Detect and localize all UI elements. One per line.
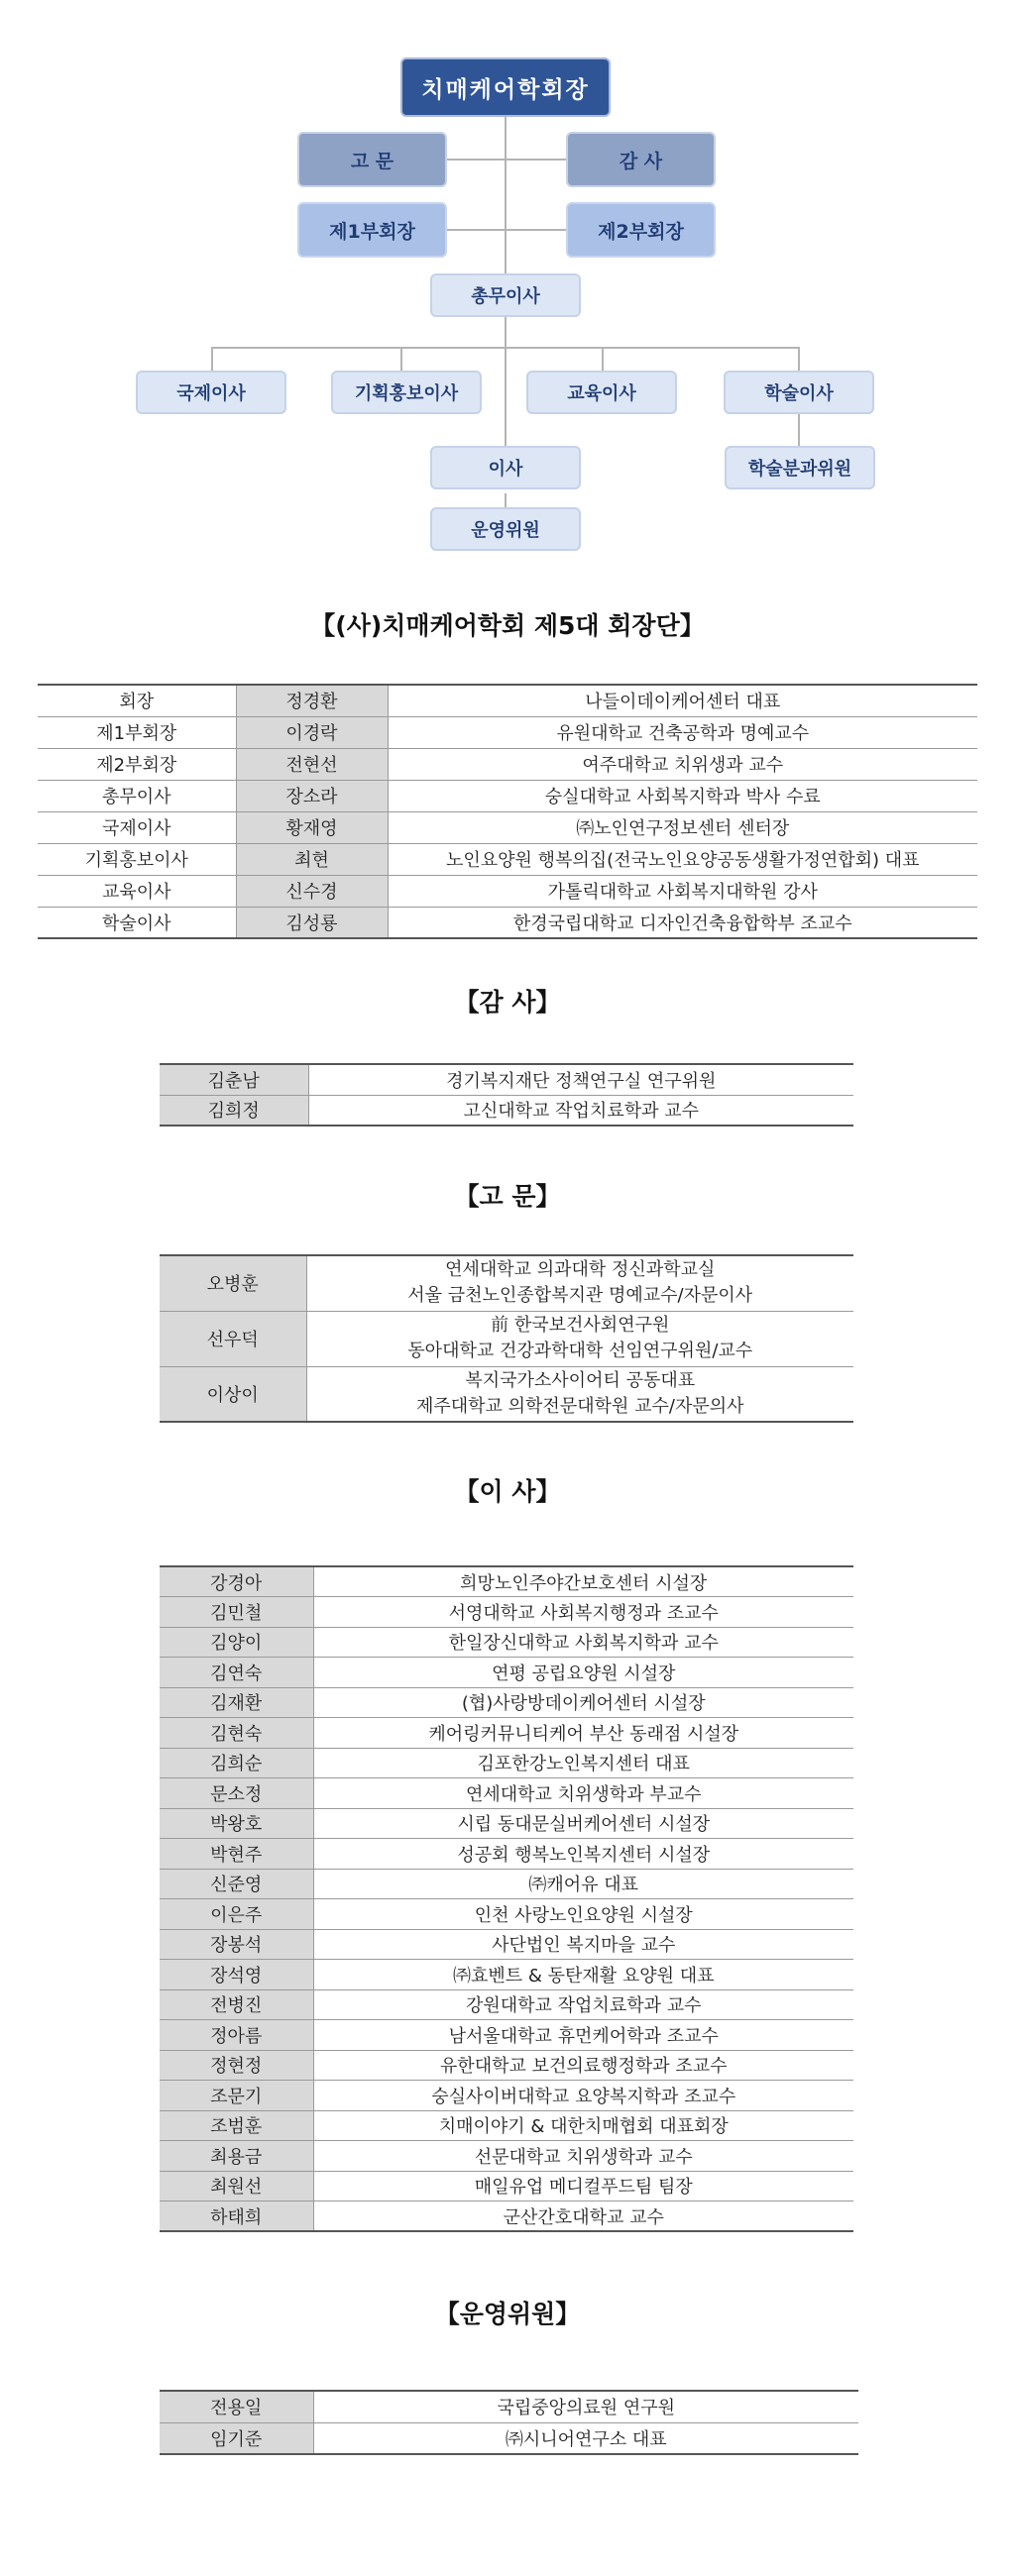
table-row bbox=[160, 2391, 858, 2422]
board-role-cell: 회장 bbox=[38, 685, 236, 716]
directors-desc-cell: 연세대학교 치위생학과 부교수 bbox=[313, 1778, 853, 1809]
table-row bbox=[160, 2050, 853, 2081]
board-name-cell: 김성룡 bbox=[236, 907, 388, 938]
table-row bbox=[160, 2110, 853, 2141]
auditors-name-cell: 김춘남 bbox=[160, 1064, 308, 1095]
committee-name-cell: 임기준 bbox=[160, 2422, 313, 2454]
table-row bbox=[160, 1869, 853, 1899]
connector-line bbox=[505, 493, 507, 507]
directors-desc-cell: 희망노인주야간보호센터 시설장 bbox=[313, 1566, 853, 1597]
board-role-cell: 총무이사 bbox=[38, 780, 236, 811]
board-heading: 【(사)치매케어학회 제5대 회장단】 bbox=[310, 611, 705, 640]
auditors-desc-cell: 고신대학교 작업치료학과 교수 bbox=[308, 1095, 853, 1126]
directors-name-cell: 강경아 bbox=[160, 1566, 313, 1597]
board-desc-cell: 숭실대학교 사회복지학과 박사 수료 bbox=[388, 780, 977, 811]
directors-desc-cell: 서영대학교 사회복지행정과 조교수 bbox=[313, 1597, 853, 1628]
directors-name-cell: 정아름 bbox=[160, 2020, 313, 2051]
table-row bbox=[38, 811, 977, 843]
board-role-cell: 제1부회장 bbox=[38, 716, 236, 748]
table-row bbox=[160, 2171, 853, 2201]
auditors-name-cell: 김희정 bbox=[160, 1095, 308, 1126]
table-row bbox=[160, 1255, 853, 1311]
org-vp1-box: 제1부회장 bbox=[297, 202, 447, 258]
committee-table bbox=[160, 2390, 858, 2455]
directors-name-cell: 박왕호 bbox=[160, 1808, 313, 1839]
table-row bbox=[160, 1597, 853, 1628]
table-row bbox=[38, 907, 977, 938]
org-academic-box: 학술이사 bbox=[724, 371, 874, 414]
board-name-cell: 이경락 bbox=[236, 716, 388, 748]
advisor-desc-line1: 연세대학교 의과대학 정신과학교실 bbox=[445, 1259, 716, 1281]
board-name-cell: 전현선 bbox=[236, 748, 388, 780]
directors-name-cell: 조문기 bbox=[160, 2081, 313, 2111]
board-role-cell: 기획홍보이사 bbox=[38, 843, 236, 875]
directors-name-cell: 김재환 bbox=[160, 1687, 313, 1718]
directors-name-cell: 박현주 bbox=[160, 1839, 313, 1870]
directors-desc-cell: 사단법인 복지마을 교수 bbox=[313, 1929, 853, 1960]
directors-name-cell: 장봉석 bbox=[160, 1929, 313, 1960]
org-director-box: 이사 bbox=[430, 446, 581, 489]
directors-name-cell: 김연숙 bbox=[160, 1658, 313, 1688]
directors-desc-cell: 매일유업 메디컬푸드팀 팀장 bbox=[313, 2171, 853, 2201]
table-row bbox=[160, 1687, 853, 1718]
org-international-box: 국제이사 bbox=[136, 371, 286, 414]
auditors-desc-cell: 경기복지재단 정책연구실 연구위원 bbox=[308, 1064, 853, 1095]
advisor-name-cell: 오병훈 bbox=[160, 1255, 306, 1311]
table-row bbox=[160, 1718, 853, 1749]
org-president-box: 치매케어학회장 bbox=[400, 57, 611, 117]
table-row bbox=[160, 1899, 853, 1930]
board-name-cell: 최현 bbox=[236, 843, 388, 875]
directors-desc-cell: 유한대학교 보건의료행정학과 조교수 bbox=[313, 2050, 853, 2081]
connector-line bbox=[211, 347, 800, 349]
directors-desc-cell: 숭실사이버대학교 요양복지학과 조교수 bbox=[313, 2081, 853, 2111]
committee-heading: 【운영위원】 bbox=[434, 2300, 581, 2328]
table-row bbox=[160, 2020, 853, 2051]
table-row bbox=[160, 1311, 853, 1366]
directors-table bbox=[160, 1565, 853, 2232]
org-education-box: 교육이사 bbox=[526, 371, 677, 414]
org-vp2-box: 제2부회장 bbox=[566, 202, 716, 258]
directors-name-cell: 신준영 bbox=[160, 1869, 313, 1899]
connector-line bbox=[211, 347, 213, 371]
advisor-name-cell: 선우덕 bbox=[160, 1311, 306, 1366]
board-role-cell: 학술이사 bbox=[38, 907, 236, 938]
table-row bbox=[160, 1989, 853, 2020]
auditors-table bbox=[160, 1063, 853, 1127]
advisor-desc-cell bbox=[306, 1255, 853, 1311]
committee-desc-cell: ㈜시니어연구소 대표 bbox=[313, 2422, 858, 2454]
directors-name-cell: 문소정 bbox=[160, 1778, 313, 1809]
directors-desc-cell: 케어링커뮤니티케어 부산 동래점 시설장 bbox=[313, 1718, 853, 1749]
org-chart bbox=[0, 0, 1015, 565]
table-row bbox=[160, 1566, 853, 1597]
board-name-cell: 정경환 bbox=[236, 685, 388, 716]
directors-name-cell: 조범훈 bbox=[160, 2110, 313, 2141]
board-role-cell: 제2부회장 bbox=[38, 748, 236, 780]
table-row bbox=[160, 1658, 853, 1688]
org-advisor-box: 고 문 bbox=[297, 132, 447, 187]
board-desc-cell: ㈜노인연구정보센터 센터장 bbox=[388, 811, 977, 843]
table-row bbox=[160, 1748, 853, 1778]
directors-desc-cell: ㈜캐어유 대표 bbox=[313, 1869, 853, 1899]
org-steering-box: 운영위원 bbox=[430, 507, 581, 551]
board-desc-cell: 여주대학교 치위생과 교수 bbox=[388, 748, 977, 780]
table-row bbox=[160, 2081, 853, 2111]
table-row bbox=[160, 1095, 853, 1126]
directors-desc-cell: 연평 공립요양원 시설장 bbox=[313, 1658, 853, 1688]
directors-heading: 【이 사】 bbox=[454, 1477, 561, 1506]
org-auditor-box: 감 사 bbox=[566, 132, 716, 187]
org-general-box: 총무이사 bbox=[430, 273, 581, 317]
board-desc-cell: 가톨릭대학교 사회복지대학원 강사 bbox=[388, 875, 977, 907]
connector-line bbox=[505, 117, 507, 273]
directors-name-cell: 이은주 bbox=[160, 1899, 313, 1930]
advisor-desc-cell bbox=[306, 1311, 853, 1366]
connector-line bbox=[447, 229, 566, 231]
directors-name-cell: 최용금 bbox=[160, 2141, 313, 2172]
table-row bbox=[38, 780, 977, 811]
table-row bbox=[160, 1839, 853, 1870]
board-name-cell: 황재영 bbox=[236, 811, 388, 843]
connector-line bbox=[400, 347, 402, 371]
directors-desc-cell: 시립 동대문실버케어센터 시설장 bbox=[313, 1808, 853, 1839]
table-row bbox=[160, 1778, 853, 1809]
directors-desc-cell: (협)사랑방데이케어센터 시설장 bbox=[313, 1687, 853, 1718]
advisor-desc-line2: 동아대학교 건강과학대학 선임연구위원/교수 bbox=[407, 1341, 753, 1361]
connector-line bbox=[798, 414, 800, 446]
directors-desc-cell: 선문대학교 치위생학과 교수 bbox=[313, 2141, 853, 2172]
table-row bbox=[160, 2141, 853, 2172]
directors-name-cell: 전병진 bbox=[160, 1989, 313, 2020]
table-row bbox=[38, 843, 977, 875]
connector-line bbox=[447, 159, 566, 161]
directors-desc-cell: 인천 사랑노인요양원 시설장 bbox=[313, 1899, 853, 1930]
connector-line bbox=[798, 347, 800, 371]
advisor-desc-line2: 제주대학교 의학전문대학원 교수/자문의사 bbox=[416, 1395, 744, 1417]
board-desc-cell: 노인요양원 행복의집(전국노인요양공동생활가정연합회) 대표 bbox=[388, 843, 977, 875]
table-row bbox=[160, 1366, 853, 1422]
directors-desc-cell: 군산간호대학교 교수 bbox=[313, 2201, 853, 2232]
directors-desc-cell: 김포한강노인복지센터 대표 bbox=[313, 1748, 853, 1778]
advisor-name-cell: 이상이 bbox=[160, 1366, 306, 1422]
table-row bbox=[160, 1627, 853, 1658]
table-row bbox=[160, 1960, 853, 1990]
advisors-heading: 【고 문】 bbox=[454, 1182, 561, 1211]
table-row bbox=[38, 748, 977, 780]
org-planning-box: 기획홍보이사 bbox=[331, 371, 482, 414]
directors-name-cell: 김희순 bbox=[160, 1748, 313, 1778]
directors-desc-cell: 치매이야기 & 대한치매협회 대표회장 bbox=[313, 2110, 853, 2141]
table-row bbox=[38, 685, 977, 716]
directors-desc-cell: ㈜효벤트 & 동탄재활 요양원 대표 bbox=[313, 1960, 853, 1990]
org-academic-committee-box: 학술분과위원 bbox=[725, 446, 875, 489]
committee-desc-cell: 국립중앙의료원 연구원 bbox=[313, 2391, 858, 2422]
table-row bbox=[38, 716, 977, 748]
board-name-cell: 장소라 bbox=[236, 780, 388, 811]
table-row bbox=[160, 1808, 853, 1839]
auditors-heading: 【감 사】 bbox=[454, 988, 561, 1017]
directors-name-cell: 장석영 bbox=[160, 1960, 313, 1990]
directors-name-cell: 하태희 bbox=[160, 2201, 313, 2232]
board-desc-cell: 나들이데이케어센터 대표 bbox=[388, 685, 977, 716]
table-row bbox=[160, 1064, 853, 1095]
committee-name-cell: 전용일 bbox=[160, 2391, 313, 2422]
advisors-table bbox=[160, 1254, 853, 1423]
directors-name-cell: 정현정 bbox=[160, 2050, 313, 2081]
table-row bbox=[160, 2422, 858, 2454]
board-role-cell: 교육이사 bbox=[38, 875, 236, 907]
advisor-desc-line1: 前 한국보건사회연구원 bbox=[491, 1315, 670, 1336]
directors-name-cell: 김현숙 bbox=[160, 1718, 313, 1749]
board-table bbox=[38, 684, 977, 939]
directors-desc-cell: 강원대학교 작업치료학과 교수 bbox=[313, 1989, 853, 2020]
directors-desc-cell: 남서울대학교 휴먼케어학과 조교수 bbox=[313, 2020, 853, 2051]
directors-desc-cell: 성공회 행복노인복지센터 시설장 bbox=[313, 1839, 853, 1870]
board-desc-cell: 한경국립대학교 디자인건축융합학부 조교수 bbox=[388, 907, 977, 938]
directors-name-cell: 김양이 bbox=[160, 1627, 313, 1658]
directors-name-cell: 최원선 bbox=[160, 2171, 313, 2201]
advisor-desc-line1: 복지국가소사이어티 공동대표 bbox=[465, 1369, 696, 1391]
advisor-desc-cell bbox=[306, 1366, 853, 1422]
board-desc-cell: 유원대학교 건축공학과 명예교수 bbox=[388, 716, 977, 748]
table-row bbox=[160, 1929, 853, 1960]
table-row bbox=[38, 875, 977, 907]
connector-line bbox=[602, 347, 604, 371]
board-role-cell: 국제이사 bbox=[38, 811, 236, 843]
table-row bbox=[160, 2201, 853, 2232]
advisor-desc-line2: 서울 금천노인종합복지관 명예교수/자문이사 bbox=[407, 1285, 753, 1307]
directors-name-cell: 김민철 bbox=[160, 1597, 313, 1628]
board-name-cell: 신수경 bbox=[236, 875, 388, 907]
directors-desc-cell: 한일장신대학교 사회복지학과 교수 bbox=[313, 1627, 853, 1658]
